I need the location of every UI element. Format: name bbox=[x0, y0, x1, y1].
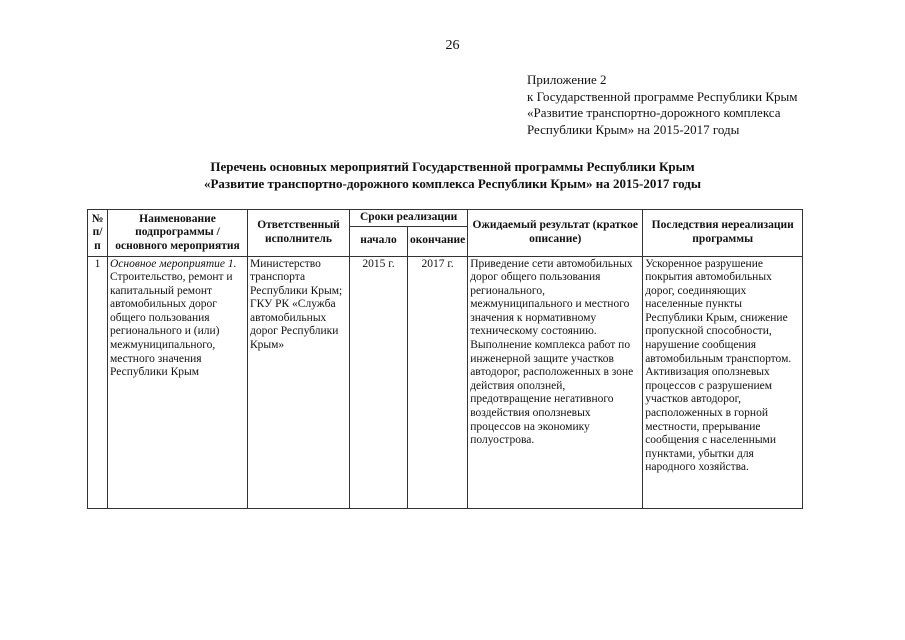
header-executor: Ответственный исполнитель bbox=[248, 210, 350, 257]
page-number: 26 bbox=[445, 38, 460, 53]
appendix-line: Приложение 2 bbox=[527, 72, 607, 87]
cell-result: Приведение сети автомобильных дорог общего пользования регионального, межмуниципального и местного значения к нормативному техническому состоянию. Выполнение комплекса работ по инженерной защите участков автодорог, расположенных в зоне действия оползней, предотвращение негативного воздействия оползневых процессов на экономику полуострова. bbox=[468, 256, 643, 508]
table-header-row bbox=[88, 210, 803, 227]
measure-label: Основное мероприятие 1. bbox=[110, 257, 237, 270]
appendix-note bbox=[527, 72, 797, 138]
cell-end: 2017 г. bbox=[408, 256, 468, 508]
header-num: № п/п bbox=[88, 210, 108, 257]
header-end: окончание bbox=[408, 226, 468, 256]
header-terms: Сроки реализации bbox=[350, 210, 468, 227]
cell-name bbox=[108, 256, 248, 508]
title-line-2: «Развитие транспортно-дорожного комплекса Республики Крым» на 2015-2017 годы bbox=[203, 176, 702, 191]
header-result: Ожидаемый результат (краткое описание) bbox=[468, 210, 643, 257]
measures-table bbox=[87, 209, 803, 509]
header-name: Наименование подпрограммы / основного мероприятия bbox=[108, 210, 248, 257]
cell-executor: Министерство транспорта Республики Крым; ГКУ РК «Служба автомобильных дорог Республики Крым» bbox=[248, 256, 350, 508]
appendix-line: Республики Крым» на 2015-2017 годы bbox=[527, 121, 740, 137]
header-start: начало bbox=[350, 226, 408, 256]
appendix-line: к Государственной программе Республики Крым bbox=[527, 88, 798, 104]
title-line-1: Перечень основных мероприятий Государственной программы Республики Крым bbox=[210, 159, 695, 174]
header-consequences: Последствия нереализации программы bbox=[643, 210, 803, 257]
appendix-line: «Развитие транспортно-дорожного комплекса bbox=[527, 105, 781, 120]
cell-num: 1 bbox=[88, 256, 108, 508]
cell-consequences: Ускоренное разрушение покрытия автомобильных дорог, соединяющих населенные пункты Республики Крым, снижение пропускной способности, нарушение сообщения автомобильным транспортом. Активизация оползневых процессов с разрушением участков автодорог, расположенных в горной местности, прерывание сообщения с населенными пунктами, убытки для народного хозяйства. bbox=[643, 256, 803, 508]
measure-text: Строительство, ремонт и капитальный ремонт автомобильных дорог общего пользования регионального и (или) межмуниципального, местного значения Республики Крым bbox=[110, 271, 233, 379]
table-row bbox=[88, 256, 803, 508]
document-title bbox=[0, 158, 905, 192]
cell-start: 2015 г. bbox=[350, 256, 408, 508]
